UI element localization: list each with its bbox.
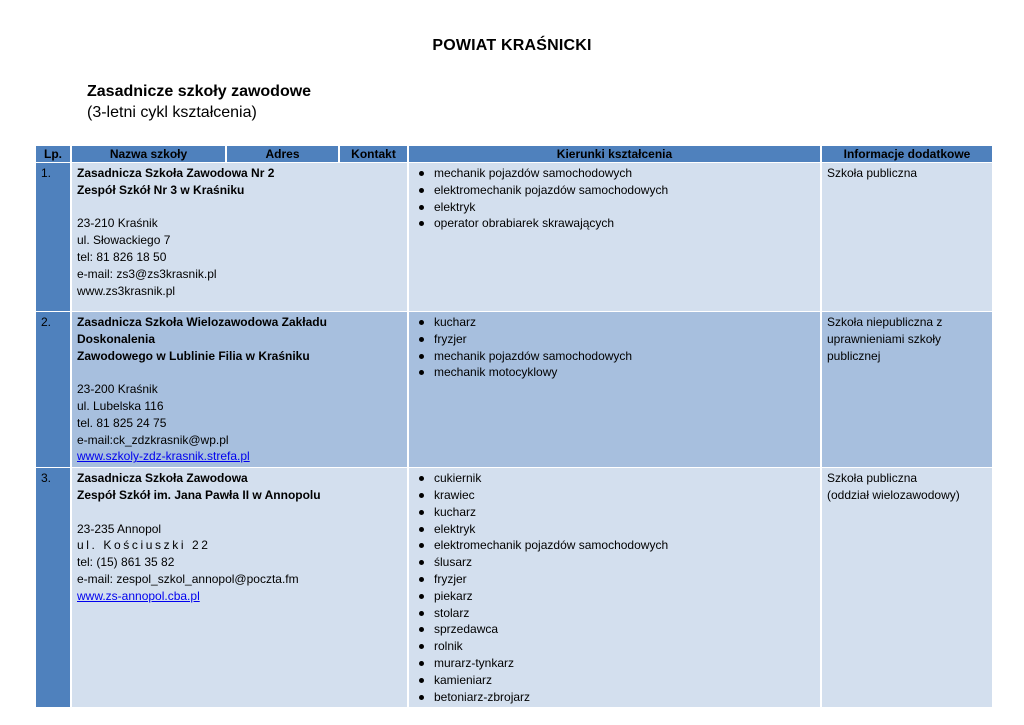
school-details bbox=[72, 468, 407, 707]
website-link[interactable]: www.szkoly-zdz-krasnik.strefa.pl bbox=[77, 449, 250, 464]
street-address: ul. Słowackiego 7 bbox=[77, 233, 171, 248]
direction-item: piekarz bbox=[414, 588, 815, 605]
postal-address: 23-235 Annopol bbox=[77, 521, 162, 536]
phone: tel. 81 825 24 75 bbox=[77, 415, 167, 430]
email: e-mail: zespol_szkol_annopol@poczta.fm bbox=[77, 571, 299, 586]
phone: tel: 81 826 18 50 bbox=[77, 249, 167, 264]
school-complex: Zawodowego w Lublinie Filia w Kraśniku bbox=[77, 348, 310, 363]
direction-item: sprzedawca bbox=[414, 621, 815, 638]
school-name: Zasadnicza Szkoła Wielozawodowa Zakładu Doskonalenia bbox=[77, 315, 327, 346]
directions-cell bbox=[409, 312, 820, 467]
row-number: 1. bbox=[36, 163, 70, 311]
direction-item: stolarz bbox=[414, 605, 815, 622]
info-line: Szkoła publiczna bbox=[827, 471, 918, 486]
directions-list bbox=[414, 165, 815, 232]
phone: tel: (15) 861 35 82 bbox=[77, 555, 175, 570]
website: www.zs3krasnik.pl bbox=[77, 283, 176, 298]
direction-item: kamieniarz bbox=[414, 672, 815, 689]
postal-address: 23-210 Kraśnik bbox=[77, 216, 158, 231]
table-row bbox=[36, 163, 992, 311]
direction-item: elektromechanik pojazdów samochodowych bbox=[414, 182, 815, 199]
directions-cell bbox=[409, 468, 820, 707]
direction-item: krawiec bbox=[414, 487, 815, 504]
info-cell bbox=[822, 468, 992, 707]
street-address: ul. Kościuszki 22 bbox=[77, 538, 211, 553]
header-directions: Kierunki kształcenia bbox=[409, 146, 820, 162]
school-details bbox=[72, 163, 407, 311]
table-row bbox=[36, 468, 992, 707]
section-title: Zasadnicze szkoły zawodowe bbox=[87, 83, 312, 100]
direction-item: elektryk bbox=[414, 199, 815, 216]
row-number: 3. bbox=[36, 468, 70, 707]
street-address: ul. Lubelska 116 bbox=[77, 398, 164, 413]
directions-list bbox=[414, 314, 815, 381]
section-subtitle: (3-letni cykl kształcenia) bbox=[87, 104, 257, 121]
school-name: Zasadnicza Szkoła Zawodowa Nr 2 bbox=[77, 166, 275, 180]
header-contact: Kontakt bbox=[340, 146, 407, 162]
info-line: (oddział wielozawodowy) bbox=[827, 487, 960, 502]
school-details bbox=[72, 312, 407, 467]
info-cell: Szkoła niepubliczna z uprawnieniami szkoły publicznej bbox=[822, 312, 992, 467]
direction-item: betoniarz-zbrojarz bbox=[414, 689, 815, 706]
header-info: Informacje dodatkowe bbox=[822, 146, 992, 162]
direction-item: fryzjer bbox=[414, 331, 815, 348]
school-name: Zasadnicza Szkoła Zawodowa bbox=[77, 471, 248, 486]
direction-item: mechanik pojazdów samochodowych bbox=[414, 348, 815, 365]
schools-table bbox=[34, 145, 994, 708]
direction-item: kucharz bbox=[414, 504, 815, 521]
direction-item: mechanik motocyklowy bbox=[414, 364, 815, 381]
direction-item: elektryk bbox=[414, 521, 815, 538]
table-header-row bbox=[36, 146, 992, 162]
header-lp: Lp. bbox=[36, 146, 70, 162]
direction-item: ślusarz bbox=[414, 554, 815, 571]
direction-item: fryzjer bbox=[414, 571, 815, 588]
email: e-mail:ck_zdzkrasnik@wp.pl bbox=[77, 432, 229, 447]
direction-item: elektromechanik pojazdów samochodowych bbox=[414, 537, 815, 554]
header-name: Nazwa szkoły bbox=[72, 146, 225, 162]
school-complex: Zespół Szkół Nr 3 w Kraśniku bbox=[77, 182, 245, 197]
website-link[interactable]: www.zs-annopol.cba.pl bbox=[77, 588, 200, 603]
info-cell: Szkoła publiczna bbox=[822, 163, 992, 311]
direction-item: mechanik pojazdów samochodowych bbox=[414, 165, 815, 182]
direction-item: cukiernik bbox=[414, 470, 815, 487]
email: e-mail: zs3@zs3krasnik.pl bbox=[77, 266, 217, 281]
direction-item: rolnik bbox=[414, 638, 815, 655]
page-title: POWIAT KRAŚNICKI bbox=[432, 37, 592, 54]
direction-item: operator obrabiarek skrawających bbox=[414, 215, 815, 232]
direction-item: murarz-tynkarz bbox=[414, 655, 815, 672]
header-address: Adres bbox=[227, 146, 338, 162]
directions-cell bbox=[409, 163, 820, 311]
postal-address: 23-200 Kraśnik bbox=[77, 382, 158, 397]
directions-list bbox=[414, 470, 815, 705]
row-number: 2. bbox=[36, 312, 70, 467]
school-complex: Zespół Szkół im. Jana Pawła II w Annopolu bbox=[77, 487, 321, 502]
table-row bbox=[36, 312, 992, 467]
direction-item: kucharz bbox=[414, 314, 815, 331]
